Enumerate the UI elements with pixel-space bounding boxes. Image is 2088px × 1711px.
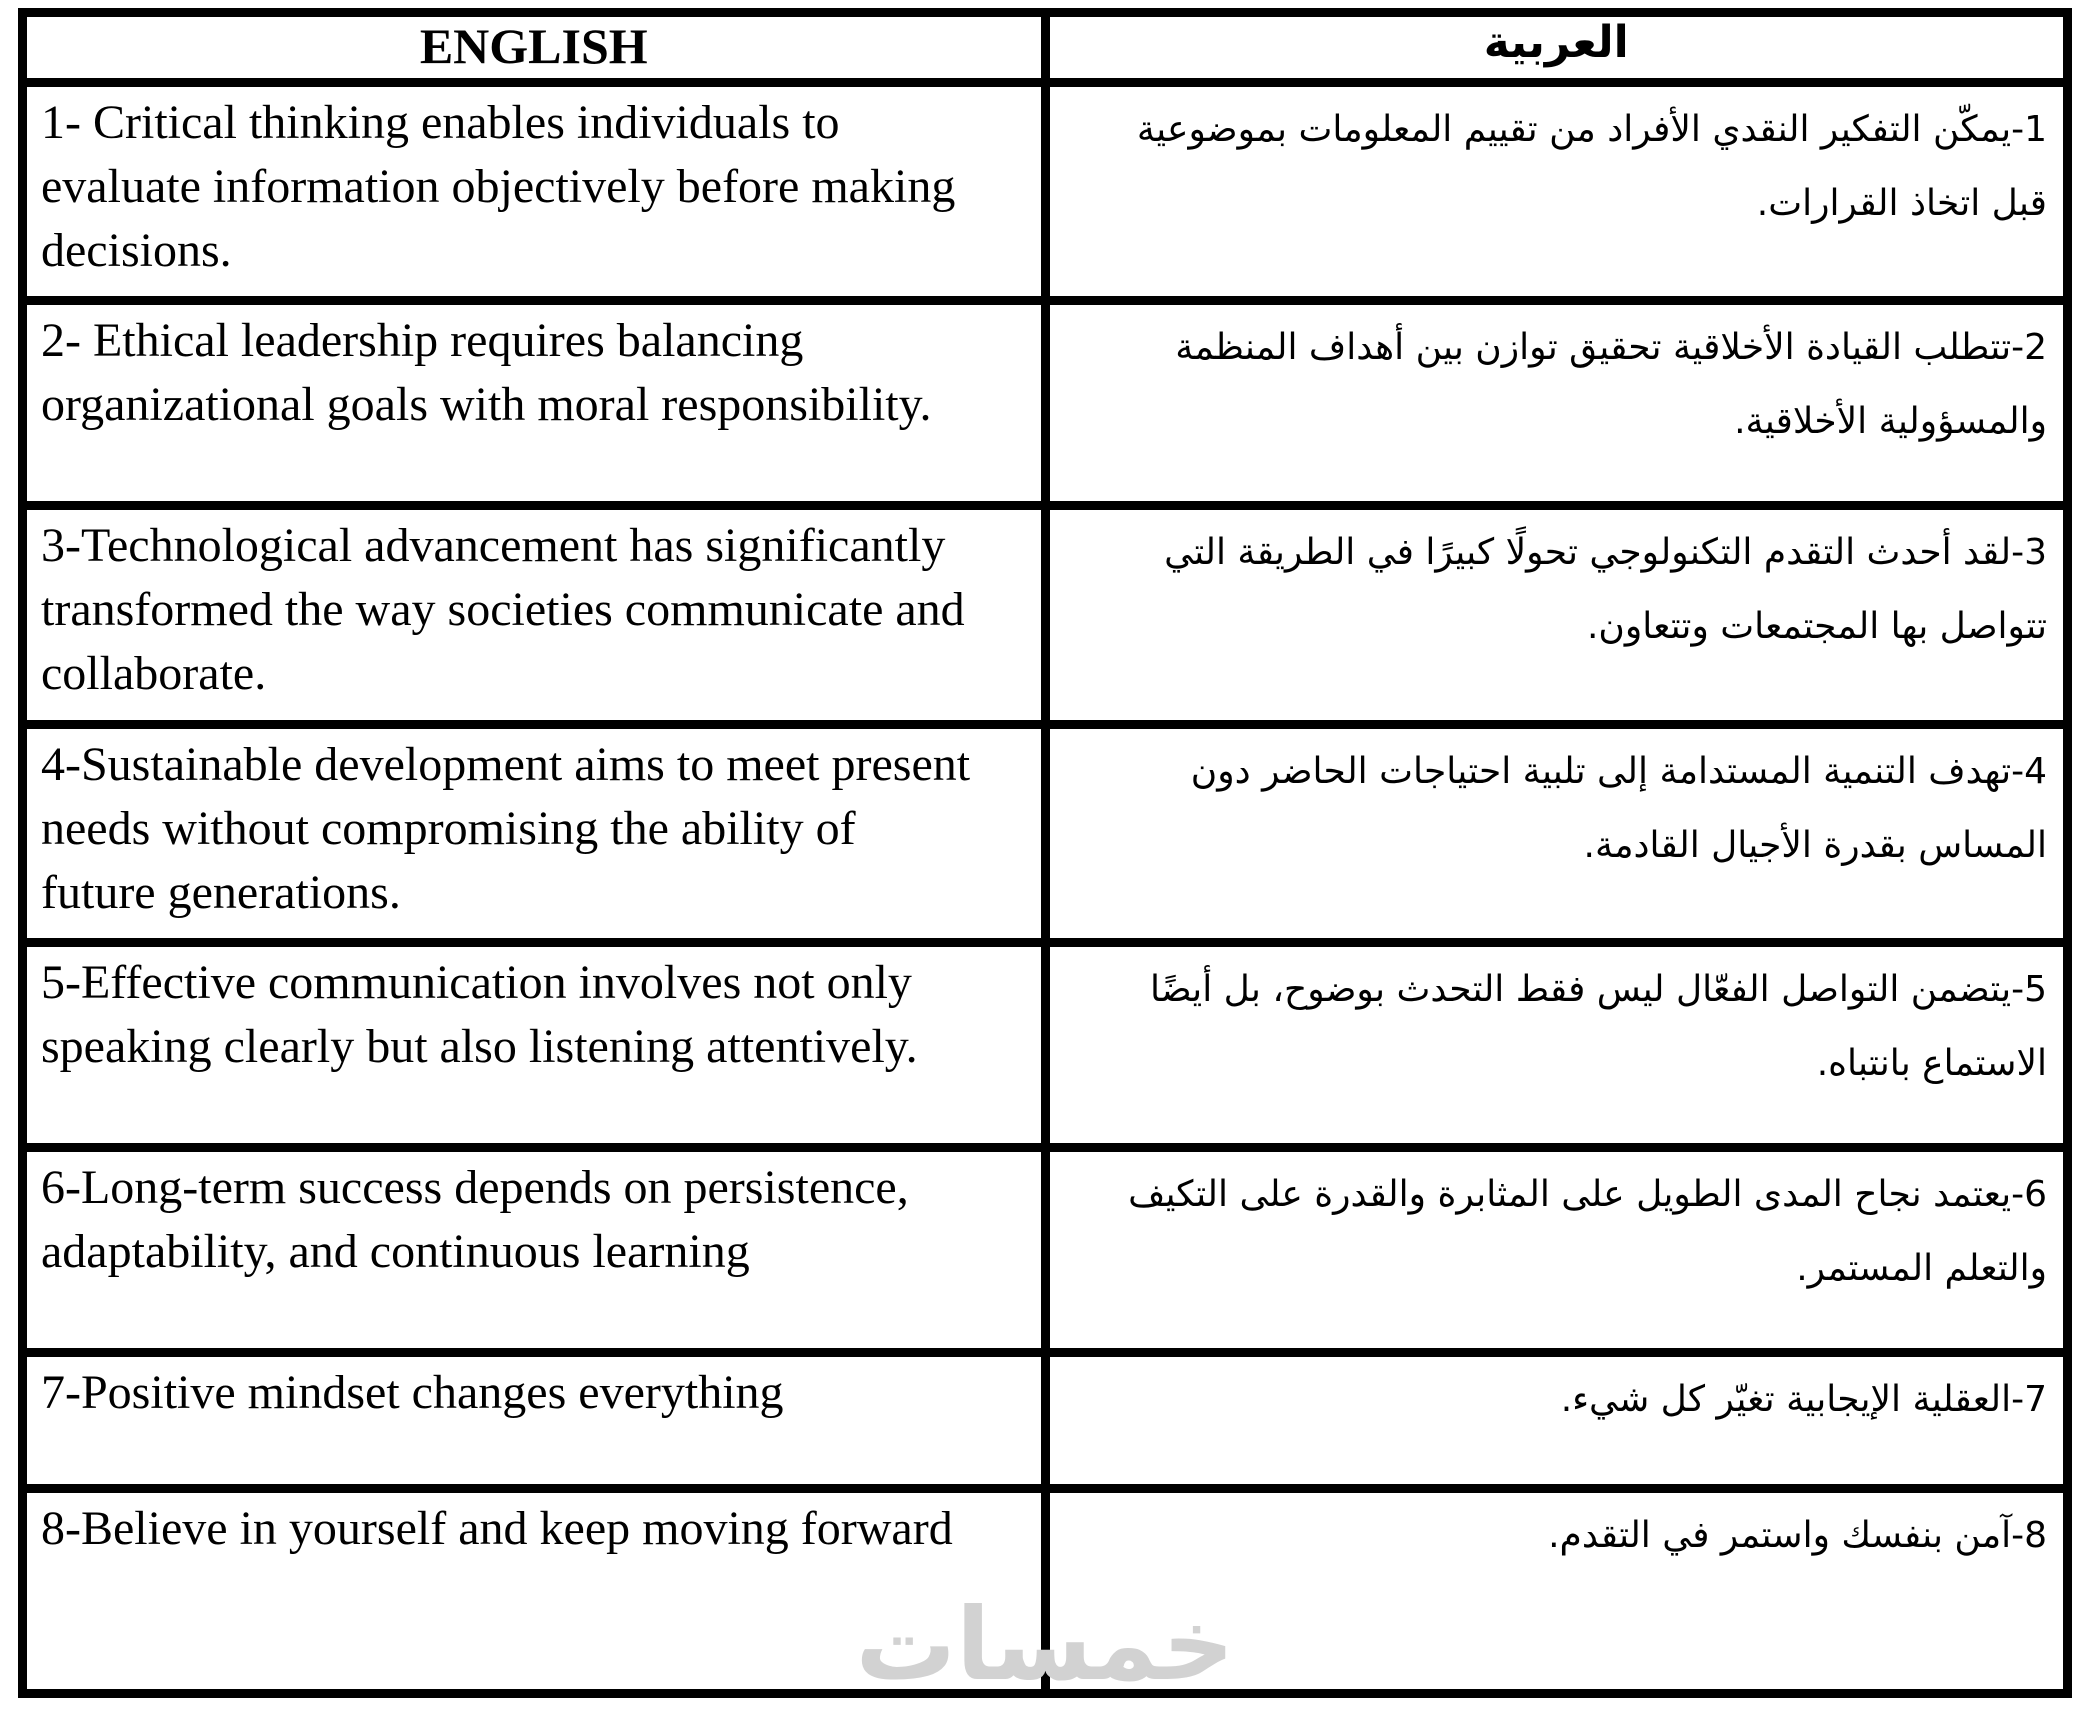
table-header-row: [23, 13, 2068, 83]
cell-english-1: 1- Critical thinking enables individuals to evaluate information objectively before making decisions.: [23, 83, 1046, 301]
document-page: [18, 8, 2072, 1703]
cell-arabic-8: 8-آمن بنفسك واستمر في التقدم.: [1045, 1489, 2068, 1694]
cell-arabic-3: 3-لقد أحدث التقدم التكنولوجي تحولًا كبيرًا في الطريقة التي تتواصل بها المجتمعات وتتعاون.: [1045, 506, 2068, 724]
khamsat-watermark: خمسات: [855, 1586, 1235, 1703]
table-row-6: [23, 1148, 2068, 1353]
cell-english-7: 7-Positive mindset changes everything: [23, 1353, 1046, 1489]
cell-arabic-2: 2-تتطلب القيادة الأخلاقية تحقيق توازن بين أهداف المنظمة والمسؤولية الأخلاقية.: [1045, 301, 2068, 506]
cell-english-6: 6-Long-term success depends on persistence, adaptability, and continuous learning: [23, 1148, 1046, 1353]
cell-arabic-4: 4-تهدف التنمية المستدامة إلى تلبية احتياجات الحاضر دون المساس بقدرة الأجيال القادمة.: [1045, 724, 2068, 942]
cell-arabic-7: 7-العقلية الإيجابية تغيّر كل شيء.: [1045, 1353, 2068, 1489]
cell-english-4: 4-Sustainable development aims to meet present needs without compromising the ability of future generations.: [23, 724, 1046, 942]
table-row-3: [23, 506, 2068, 724]
table-row-1: [23, 83, 2068, 301]
table-row-2: [23, 301, 2068, 506]
column-header-arabic: العربية: [1045, 13, 2068, 83]
cell-english-2: 2- Ethical leadership requires balancing organizational goals with moral responsibility.: [23, 301, 1046, 506]
column-header-english: ENGLISH: [23, 13, 1046, 83]
cell-arabic-5: 5-يتضمن التواصل الفعّال ليس فقط التحدث بوضوح، بل أيضًا الاستماع بانتباه.: [1045, 943, 2068, 1148]
cell-english-5: 5-Effective communication involves not only speaking clearly but also listening attentively.: [23, 943, 1046, 1148]
cell-arabic-6: 6-يعتمد نجاح المدى الطويل على المثابرة والقدرة على التكيف والتعلم المستمر.: [1045, 1148, 2068, 1353]
cell-english-8: 8-Believe in yourself and keep moving forward: [23, 1489, 1046, 1694]
table-row-7: [23, 1353, 2068, 1489]
table-row-4: [23, 724, 2068, 942]
cell-arabic-1: 1-يمكّن التفكير النقدي الأفراد من تقييم المعلومات بموضوعية قبل اتخاذ القرارات.: [1045, 83, 2068, 301]
table-row-5: [23, 943, 2068, 1148]
cell-english-3: 3-Technological advancement has significantly transformed the way societies communicate and collaborate.: [23, 506, 1046, 724]
translation-table: [18, 8, 2072, 1698]
